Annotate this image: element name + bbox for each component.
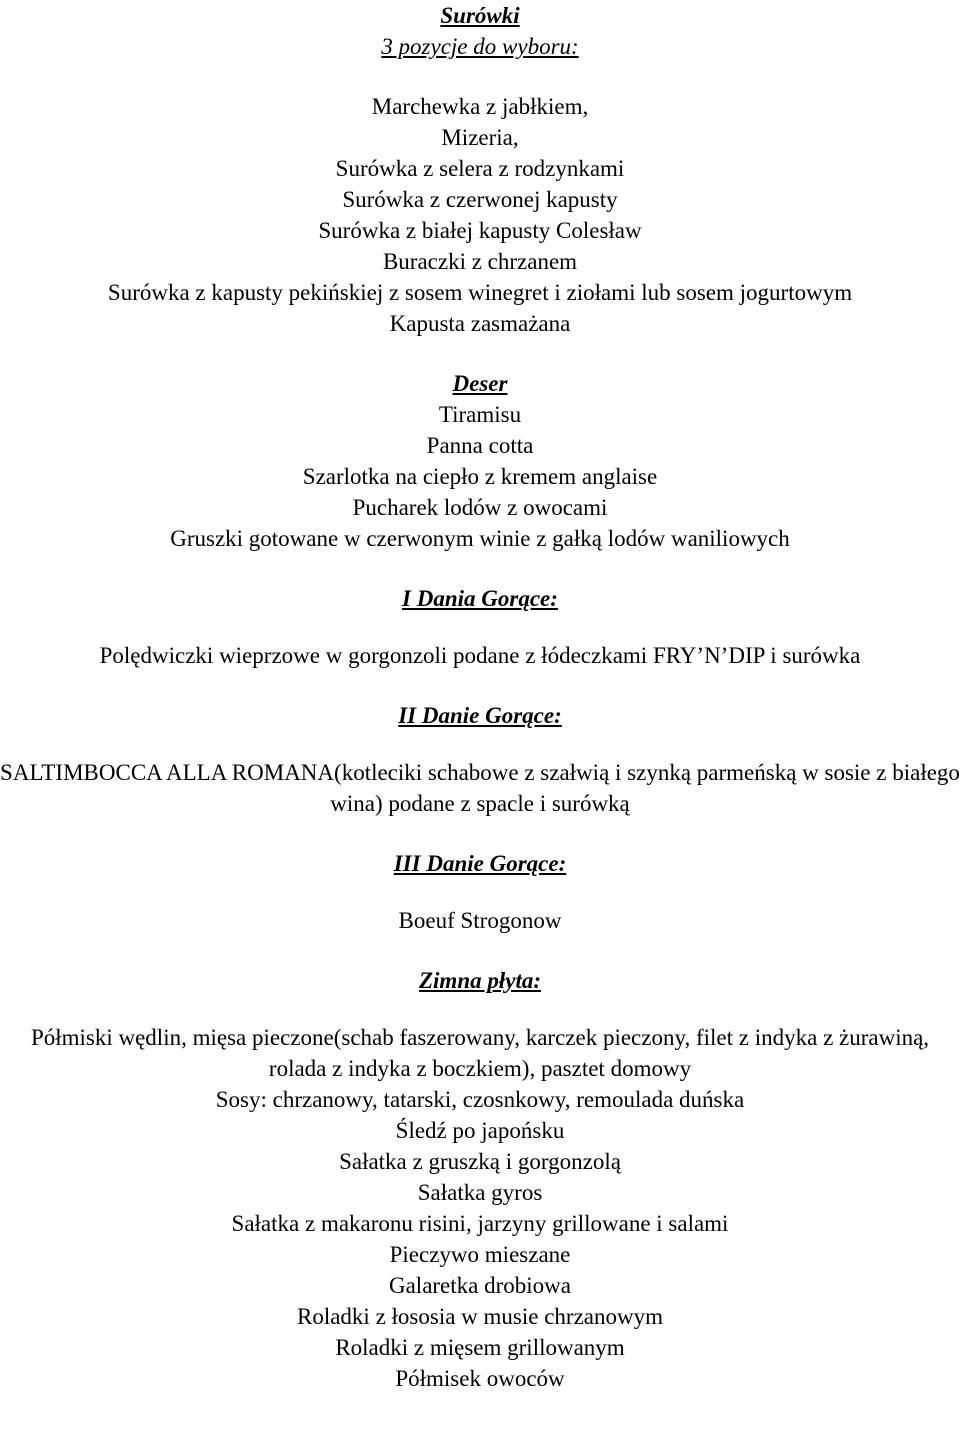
menu-item: Pieczywo mieszane	[389, 1242, 571, 1267]
menu-item: Boeuf Strogonow	[398, 908, 562, 933]
section-title-dania-1: I Dania Gorące:	[402, 586, 558, 611]
menu-item: Sałatka gyros	[417, 1180, 543, 1205]
menu-item: Polędwiczki wieprzowe w gorgonzoli podane z łódeczkami FRY’N’DIP i surówka	[99, 643, 861, 668]
menu-item: Panna cotta	[426, 433, 534, 458]
section-zimna-plyta	[0, 965, 960, 1394]
menu-item: Marchewka z jabłkiem,	[371, 94, 589, 119]
menu-item: Galaretka drobiowa	[388, 1273, 571, 1298]
section-dania-1	[0, 583, 960, 671]
menu-item: Surówka z czerwonej kapusty	[342, 187, 618, 212]
section-title-dania-2: II Danie Gorące:	[398, 703, 562, 728]
menu-item: Półmiski wędlin, mięsa pieczone(schab faszerowany, karczek pieczony, filet z indyka z żurawiną,	[30, 1025, 930, 1050]
section-dania-2	[0, 700, 960, 819]
menu-item: Sosy: chrzanowy, tatarski, czosnkowy, remoulada duńska	[215, 1087, 745, 1112]
menu-item: Półmisek owoców	[395, 1366, 565, 1391]
menu-item: Surówka z białej kapusty Colesław	[318, 218, 642, 243]
section-title-surowki: Surówki	[440, 3, 520, 28]
menu-item: Buraczki z chrzanem	[382, 249, 578, 274]
menu-item: Roladki z mięsem grillowanym	[335, 1335, 625, 1360]
menu-item: rolada z indyka z boczkiem), pasztet domowy	[268, 1056, 692, 1081]
section-title-deser: Deser	[452, 371, 508, 396]
section-subtitle-surowki: 3 pozycje do wyboru:	[381, 34, 579, 59]
menu-item: Roladki z łososia w musie chrzanowym	[296, 1304, 663, 1329]
menu-item: Gruszki gotowane w czerwonym winie z gałką lodów waniliowych	[170, 526, 790, 551]
menu-item: Śledź po japońsku	[395, 1118, 565, 1143]
section-title-zimna-plyta: Zimna płyta:	[418, 968, 542, 993]
menu-item: Pucharek lodów z owocami	[352, 495, 608, 520]
menu-item: Szarlotka na ciepło z kremem anglaise	[302, 464, 658, 489]
section-title-dania-3: III Danie Gorące:	[393, 851, 567, 876]
menu-item: Sałatka z makaronu risini, jarzyny grillowane i salami	[231, 1211, 729, 1236]
menu-item: SALTIMBOCCA ALLA ROMANA(kotleciki schabowe z szałwią i szynką parmeńską w sosie z białego wina) podane z spacle i surówką	[0, 760, 960, 816]
menu-item: Surówka z selera z rodzynkami	[335, 156, 625, 181]
menu-item: Kapusta zasmażana	[389, 311, 571, 336]
menu-item: Sałatka z gruszką i gorgonzolą	[339, 1149, 621, 1174]
section-deser	[0, 368, 960, 554]
section-dania-3	[0, 848, 960, 936]
menu-item: Tiramisu	[438, 402, 522, 427]
menu-item: Mizeria,	[441, 125, 519, 150]
section-surowki	[0, 0, 960, 339]
menu-item: Surówka z kapusty pekińskiej z sosem winegret i ziołami lub sosem jogurtowym	[107, 280, 853, 305]
